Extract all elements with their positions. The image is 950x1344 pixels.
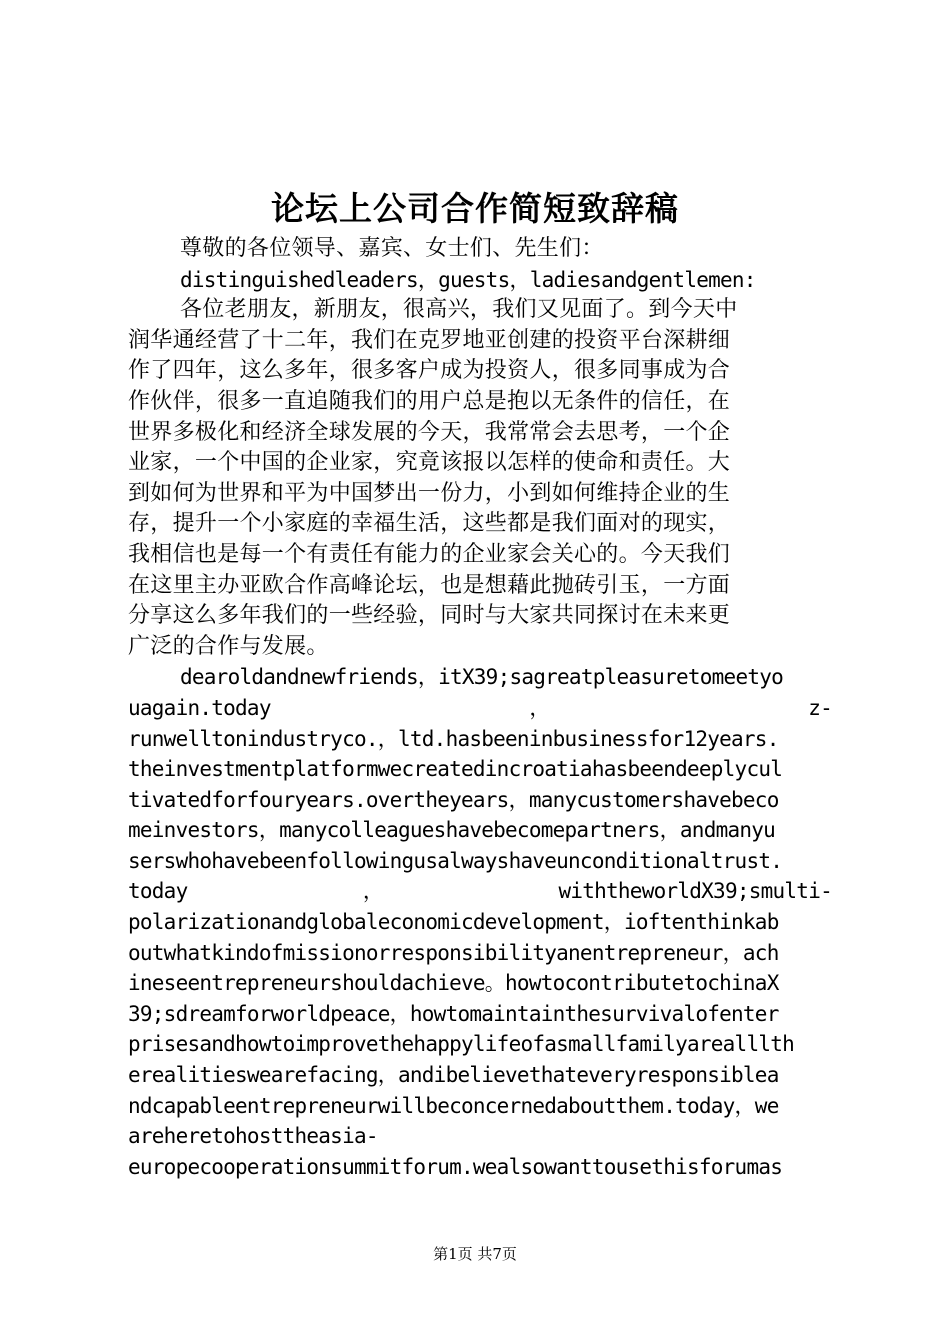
paragraph-zh-line: 分享这么多年我们的一些经验，同时与大家共同探讨在未来更 bbox=[128, 603, 731, 629]
paragraph-zh-line: 存，提升一个小家庭的幸福生活，这些都是我们面对的现实， bbox=[128, 511, 731, 537]
paragraph-zh-line: 在这里主办亚欧合作高峰论坛，也是想藉此抛砖引玉，一方面 bbox=[128, 572, 731, 598]
paragraph-en-line: runwelltonindustryco.，ltd.hasbeeninbusinessfor12years. bbox=[128, 726, 779, 751]
paragraph-en-fragment: today bbox=[128, 879, 188, 904]
paragraph-en-line: tivatedforfouryears.overtheyears，manycustomershavebeco bbox=[128, 787, 779, 812]
paragraph-en-line: dearoldandnewfriends，itX39;sagreatpleasuretomeetyo bbox=[180, 665, 784, 690]
paragraph-en-line: areheretohosttheasia- bbox=[128, 1124, 378, 1149]
paragraph-en-fragment: withtheworldX39;smulti- bbox=[558, 879, 832, 904]
paragraph-zh-line: 各位老朋友，新朋友，很高兴，我们又见面了。到今天中 bbox=[180, 297, 738, 323]
paragraph-en-line: ndcapableentrepreneurwillbeconcernedaboutthem.today，we bbox=[128, 1093, 779, 1118]
paragraph-zh-line: 到如何为世界和平为中国梦出一份力，小到如何维持企业的生 bbox=[128, 480, 731, 506]
paragraph-zh-line: 业家，一个中国的企业家，究竟该报以怎样的使命和责任。大 bbox=[128, 450, 731, 476]
paragraph-en-line: theinvestmentplatformwecreatedincroatiahasbeendeeplycul bbox=[128, 757, 783, 782]
paragraph-en-line: erealitieswearefacing，andibelievethateveryresponsiblea bbox=[128, 1063, 779, 1088]
paragraph-en bbox=[128, 662, 832, 1182]
paragraph-en-line: meinvestors，manycolleagueshavebecomepartners，andmanyu bbox=[128, 818, 776, 843]
greeting-zh: 尊敬的各位领导、嘉宾、女士们、先生们： bbox=[180, 236, 604, 261]
paragraph-en-line: serswhohavebeenfollowingusalwayshaveunconditionaltrust. bbox=[128, 848, 783, 873]
paragraph-en-line bbox=[128, 693, 832, 724]
paragraph-en-line bbox=[128, 876, 832, 907]
paragraph-en-line: ineseentrepreneurshouldachieve。howtocontributetochinaX bbox=[128, 971, 779, 996]
paragraph-zh-line: 世界多极化和经济全球发展的今天，我常常会去思考，一个企 bbox=[128, 419, 731, 445]
paragraph-zh bbox=[128, 295, 832, 662]
paragraph-en-line: outwhatkindofmissionorresponsibilityanentrepreneur，ach bbox=[128, 940, 779, 965]
paragraph-en-line: prisesandhowtoimprovethehappylifeofasmallfamilyarealllth bbox=[128, 1032, 795, 1057]
paragraph-en-line: 39;sdreamforworldpeace，howtomaintainthesurvivalofenter bbox=[128, 1001, 779, 1026]
paragraph-zh-line: 作伙伴，很多一直追随我们的用户总是抱以无条件的信任，在 bbox=[128, 388, 731, 414]
paragraph-en-line: polarizationandglobaleconomicdevelopment，ioftenthinkab bbox=[128, 910, 779, 935]
paragraph-zh-line: 我相信也是每一个有责任有能力的企业家会关心的。今天我们 bbox=[128, 541, 731, 567]
greeting-en: distinguishedleaders，guests，ladiesandgentlemen: bbox=[180, 267, 756, 292]
document-title: 论坛上公司合作简短致辞稿 bbox=[271, 189, 679, 228]
paragraph-zh-line: 润华通经营了十二年，我们在克罗地亚创建的投资平台深耕细 bbox=[128, 327, 731, 353]
page-footer: 第1页 共7页 bbox=[433, 1245, 517, 1263]
paragraph-en-fragment: uagain.today bbox=[128, 695, 271, 720]
paragraph-en-fragment: z- bbox=[808, 695, 832, 720]
paragraph-zh-line: 广泛的合作与发展。 bbox=[128, 633, 329, 659]
paragraph-en-fragment: ， bbox=[362, 879, 384, 904]
paragraph-zh-line: 作了四年，这么多年，很多客户成为投资人，很多同事成为合 bbox=[128, 358, 731, 384]
paragraph-en-line: europecooperationsummitforum.wealsowanttousethisforumas bbox=[128, 1154, 783, 1179]
paragraph-en-fragment: ， bbox=[529, 695, 550, 720]
document-body bbox=[128, 234, 832, 1182]
